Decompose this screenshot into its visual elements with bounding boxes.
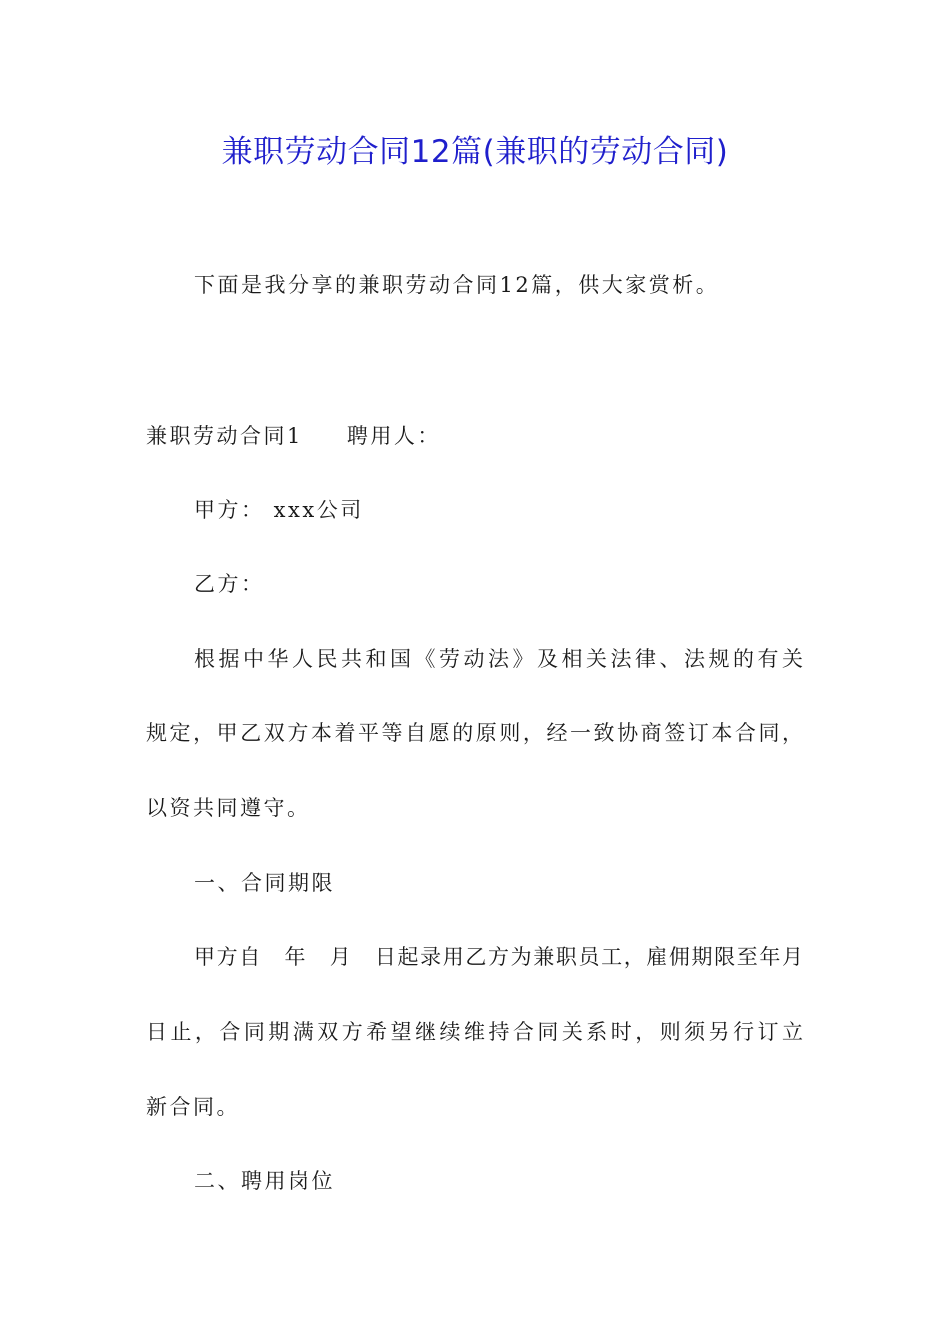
section-1-heading: 一、合同期限 [194,871,335,895]
party-a-line: 甲方： xxx公司 [194,498,364,522]
section-1-line-1: 甲方自 年 月 日起录用乙方为兼职员工，雇佣期限至年月 [194,945,804,969]
section-1-line-2: 日止，合同期满双方希望继续维持合同关系时，则须另行订立 [146,1020,804,1044]
employer-label: 聘用人： [346,424,441,448]
contract-heading-line [146,421,441,451]
intro-paragraph: 下面是我分享的兼职劳动合同12篇，供大家赏析。 [194,273,720,297]
section-1-line-3: 新合同。 [146,1095,240,1119]
contract-heading: 兼职劳动合同1 [146,424,303,448]
preamble-line-2: 规定，甲乙双方本着平等自愿的原则，经一致协商签订本合同， [146,721,804,745]
document-title: 兼职劳动合同12篇(兼职的劳动合同) [221,134,729,170]
preamble-line-1: 根据中华人民共和国《劳动法》及相关法律、法规的有关 [194,647,804,671]
party-b-line: 乙方： [194,572,265,596]
section-2-heading: 二、聘用岗位 [194,1169,335,1193]
preamble-line-3: 以资共同遵守。 [146,796,311,820]
